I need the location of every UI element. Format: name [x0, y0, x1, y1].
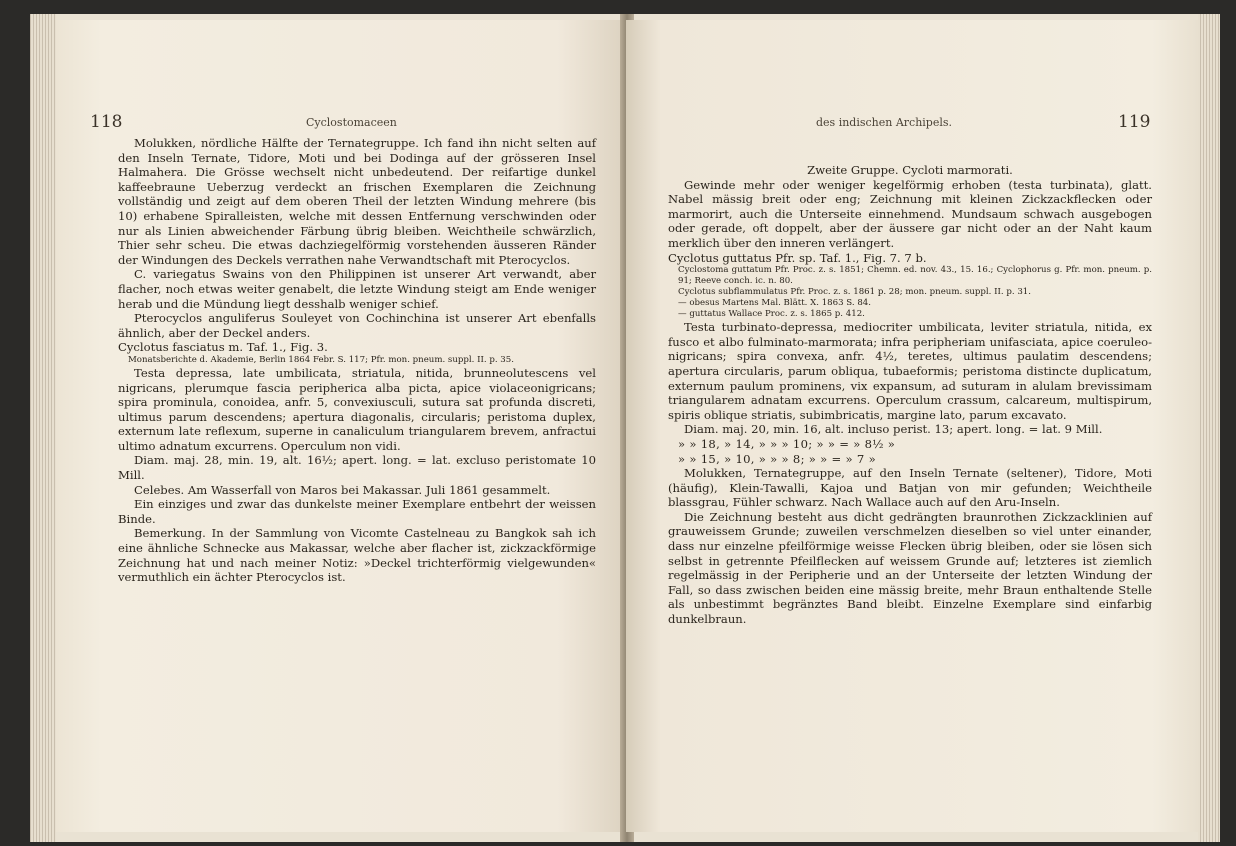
paragraph: Diam. maj. 20, min. 16, alt. incluso perist. 13; apert. long. = lat. 9 Mill. — [684, 422, 1103, 437]
page-number-left: 118 — [90, 112, 123, 132]
paragraph: C. variegatus Swains von den Philippinen ist unserer Art verwandt, aber flacher, noch etwas weiter genabelt, die letzte Windung steigt am Ende weniger herab und die Mündung liegt desshalb weniger schief. — [118, 267, 596, 311]
paragraph: Gewinde mehr oder weniger kegelförmig erhoben (testa turbinata), glatt. Nabel mässig breit oder eng; Zeichnung mit kleinen Zickzackflecken oder marmorirt, auch die Unterseite einnehmend. Mundsaum schwach ausgebogen oder gerade, oft doppelt, aber der äussere gar nicht oder an der Naht kaum merklich über den inneren verlängert. — [668, 177, 1152, 250]
paragraph: Molukken, nördliche Hälfte der Ternategruppe. Ich fand ihn nicht selten auf den Inseln Ternate, Tidore, Moti und bei Dodinga auf der grösseren Insel Halmahera. Die Grösse wechselt nicht unbedeutend. Der reifartige dunkel kaffeebraune Ueberzug verdeckt an frischen Exemplaren die Zeichnung vollständig und zeigt auf dem oberen Theil der letzten Windung mehrere (bis 10) erhabene Spiralleisten, welche mit dessen Entfernung verschwinden oder nur als Linien abweichender Färbung übrig bleiben. Weichtheile schwärzlich, Thier sehr scheu. Die etwas dachziegelförmig vorstehenden äusseren Ränder der Windungen des Deckels verrathen nahe Verwandtschaft mit Pterocyclos. — [118, 136, 596, 267]
paragraph: Ein einziges und zwar das dunkelste meiner Exemplare entbehrt der weissen Binde. — [118, 497, 596, 526]
paragraph: Monatsberichte d. Akademie, Berlin 1864 Febr. S. 117; Pfr. mon. pneum. suppl. II. p. 35. — [128, 354, 514, 365]
page-edges-left — [30, 14, 56, 842]
paragraph: Molukken, Ternategruppe, auf den Inseln Ternate (seltener), Tidore, Moti (häufig), Klein-Tawalli, Kajoa und Batjan von mir gefunden; Weichtheile blassgrau, Fühler schwarz. Nach Wallace auch auf den Aru-Inseln. — [668, 466, 1152, 510]
paragraph: Zweite Gruppe. Cycloti marmorati. — [807, 163, 1013, 177]
paragraph: » » 15, » 10, » » » 8; » » = » 7 » — [678, 451, 876, 466]
page-number-right: 119 — [1118, 112, 1151, 132]
right-page-text — [668, 163, 1152, 627]
paragraph: — obesus Martens Mal. Blätt. X. 1863 S. 84. — [678, 298, 872, 309]
left-page-text — [118, 136, 596, 585]
paragraph: Die Zeichnung besteht aus dicht gedrängten braunrothen Zickzacklinien auf grauweissem Grunde; zuweilen verschmelzen dieselben so viel unter einander, dass nur einzelne pfeilförmige weisse Flecken übrig bleiben, oder sie lösen sich selbst in getrennte Pfeilflecken auf weissem Grunde auf; letzteres ist ziemlich regelmässig in der Peripherie und an der Unterseite der letzten Windung der Fall, so dass zwischen beiden eine mässig breite, mehr Braun enthaltende Stelle als unbestimmt begränztes Band bleibt. Einzelne Exemplare sind einfarbig dunkelbraun. — [668, 509, 1152, 627]
paragraph: » » 18, » 14, » » » 10; » » = » 8½ » — [678, 436, 896, 451]
paragraph: Cyclotus subflammulatus Pfr. Proc. z. s. 1861 p. 28; mon. pneum. suppl. II. p. 31. — [678, 287, 1031, 298]
paragraph: Cyclotus guttatus Pfr. sp. Taf. 1., Fig. 7. 7 b. — [668, 250, 927, 265]
paragraph: Cyclostoma guttatum Pfr. Proc. z. s. 1851; Chemn. ed. nov. 43., 15. 16.; Cyclophorus g. Pfr. mon. pneum. p. 91; Reeve conch. ic. n. 80. — [678, 265, 1152, 287]
paragraph: — guttatus Wallace Proc. z. s. 1865 p. 412. — [678, 309, 865, 320]
paragraph: Bemerkung. In der Sammlung von Vicomte Castelneau zu Bangkok sah ich eine ähnliche Schnecke aus Makassar, welche aber flacher ist, zickzackförmige Zeichnung hat und nach meiner Notiz: »Deckel trichterförmig vielgewunden« vermuthlich ein ächter Pterocyclos ist. — [118, 526, 596, 585]
open-book — [30, 14, 1220, 842]
left-page — [56, 20, 626, 832]
paragraph: Pterocyclos anguliferus Souleyet von Cochinchina ist unserer Art ebenfalls ähnlich, aber der Deckel anders. — [118, 311, 596, 340]
right-page — [626, 20, 1198, 832]
paragraph: Testa turbinato-depressa, mediocriter umbilicata, leviter striatula, nitida, ex fusco et albo fulminato-marmorata; infra peripheriam unifasciata, apice coeruleo-nigricans; spira convexa, anfr. 4½, teretes, ultimus paulatim descendens; apertura circularis, parum obliqua, tubaeformis; peristoma distincte duplicatum, externum paulum prominens, vix expansum, ad suturam in alulam brevissimam triangularem adnatam excurrens. Operculum crassum, calcareum, multispirum, spiris oblique striatis, subimbricatis, margine lato, parum excavato. — [668, 320, 1152, 422]
page-edges-right — [1198, 14, 1220, 842]
paragraph: Testa depressa, late umbilicata, striatula, nitida, brunneolutescens vel nigricans, plerumque fascia peripherica alba picta, apice violaceonigricans; spira prominula, conoidea, anfr. 5, convexiusculi, sutura sat profunda discreti, ultimus parum descendens; apertura diagonalis, circularis; peristoma duplex, externum late reflexum, superne in canaliculum triangularem brevem, anfractui ultimo adnatum excurrens. Operculum non vidi. — [118, 365, 596, 453]
running-head-left: Cyclostomaceen — [306, 116, 397, 129]
paragraph: Cyclotus fasciatus m. Taf. 1., Fig. 3. — [118, 340, 328, 355]
paragraph: Celebes. Am Wasserfall von Maros bei Makassar. Juli 1861 gesammelt. — [134, 482, 551, 497]
paragraph: Diam. maj. 28, min. 19, alt. 16½; apert. long. = lat. excluso peristomate 10 Mill. — [118, 453, 596, 483]
running-head-right: des indischen Archipels. — [816, 116, 953, 129]
